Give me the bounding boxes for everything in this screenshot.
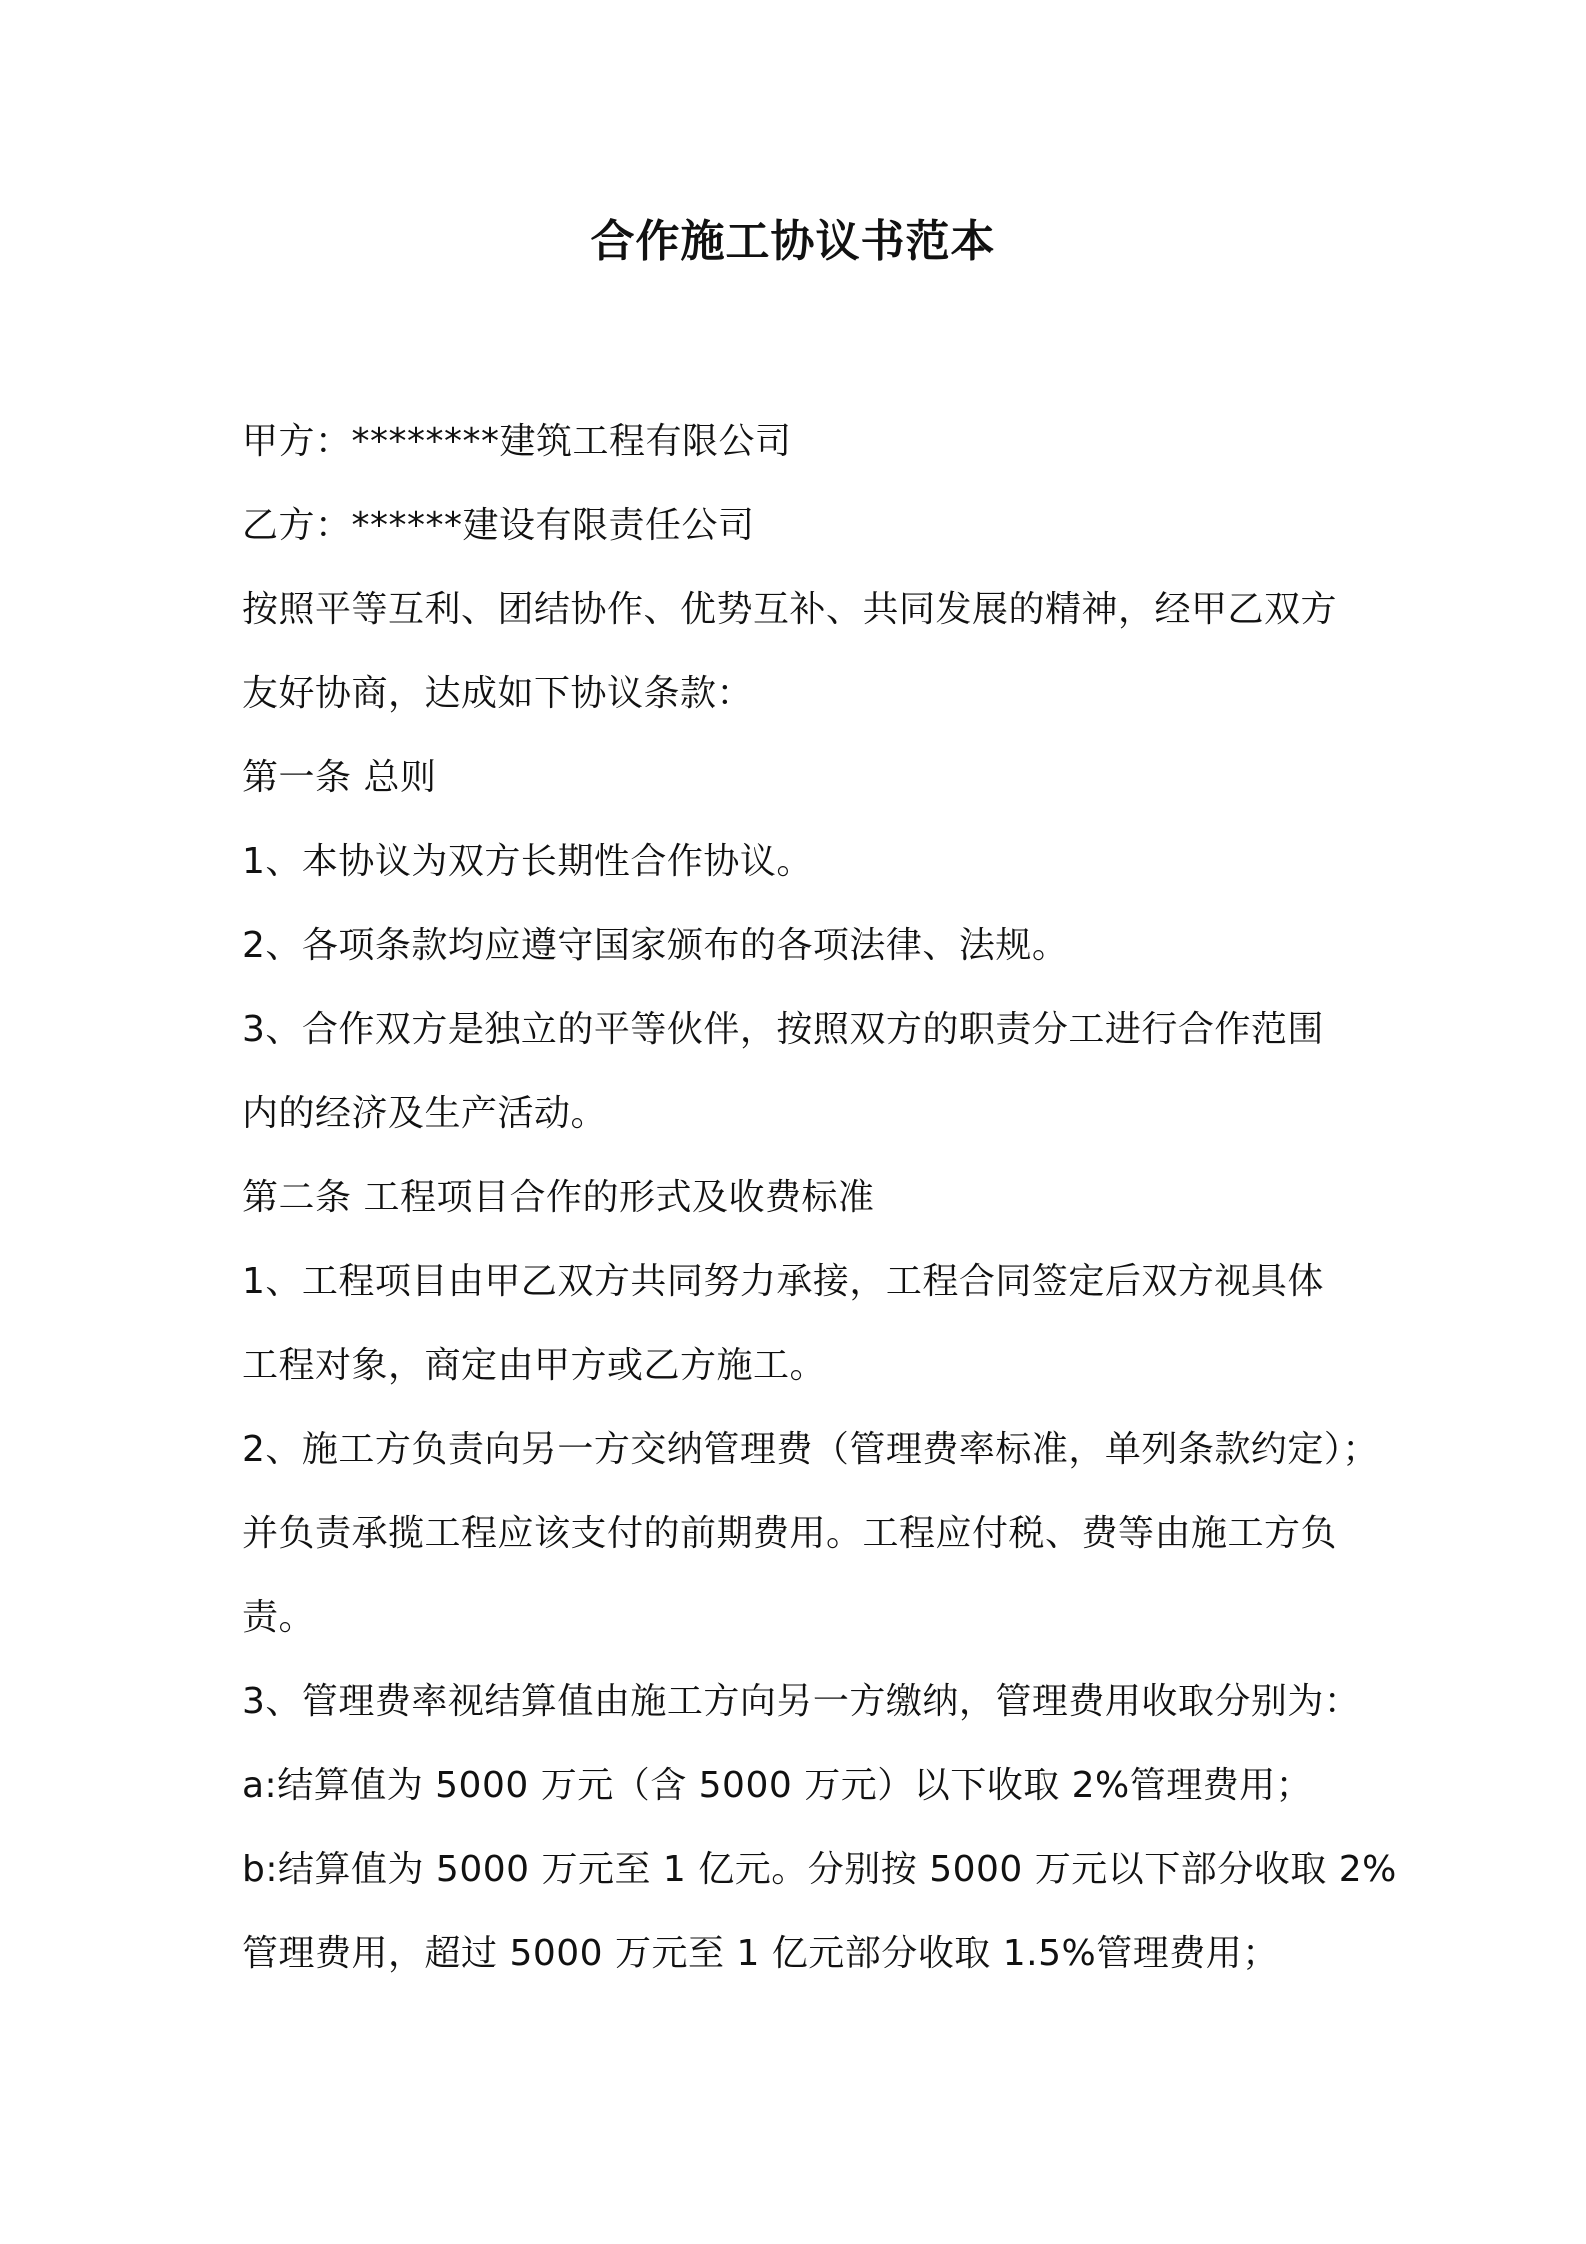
article-1-heading: 第一条 总则 [242,757,437,798]
article-2-clause-3b-line-2: 管理费用，超过 5000 万元至 1 亿元部分收取 1.5%管理费用； [242,1933,1279,1974]
article-2-clause-2-line-2: 并负责承揽工程应该支付的前期费用。工程应付税、费等由施工方负 [242,1513,1338,1554]
party-b-line: 乙方：******建设有限责任公司 [242,505,755,546]
article-2-clause-3a: a:结算值为 5000 万元（含 5000 万元）以下收取 2%管理费用； [242,1765,1313,1806]
preamble-line-1: 按照平等互利、团结协作、优势互补、共同发展的精神，经甲乙双方 [242,589,1338,630]
article-1-clause-2: 2、各项条款均应遵守国家颁布的各项法律、法规。 [242,925,1069,966]
preamble-line-2: 友好协商，达成如下协议条款： [242,673,754,714]
article-2-clause-1-line-2: 工程对象，商定由甲方或乙方施工。 [242,1345,827,1386]
article-2-clause-3-line-1: 3、管理费率视结算值由施工方向另一方缴纳，管理费用收取分别为： [242,1681,1361,1722]
article-2-clause-2-line-1: 2、施工方负责向另一方交纳管理费（管理费率标准，单列条款约定）； [242,1429,1379,1470]
article-2-heading: 第二条 工程项目合作的形式及收费标准 [242,1177,875,1218]
party-a-line: 甲方：********建筑工程有限公司 [242,421,792,462]
article-1-clause-3-line-2: 内的经济及生产活动。 [242,1093,608,1134]
document-body [242,400,1397,1996]
document-title: 合作施工协议书范本 [590,216,996,267]
article-2-clause-1-line-1: 1、工程项目由甲乙双方共同努力承接，工程合同签定后双方视具体 [242,1261,1324,1302]
article-2-clause-2-line-3: 责。 [242,1597,316,1638]
article-1-clause-3-line-1: 3、合作双方是独立的平等伙伴，按照双方的职责分工进行合作范围 [242,1009,1324,1050]
article-1-clause-1: 1、本协议为双方长期性合作协议。 [242,841,813,882]
article-2-clause-3b-line-1: b:结算值为 5000 万元至 1 亿元。分别按 5000 万元以下部分收取 2% [242,1849,1397,1890]
